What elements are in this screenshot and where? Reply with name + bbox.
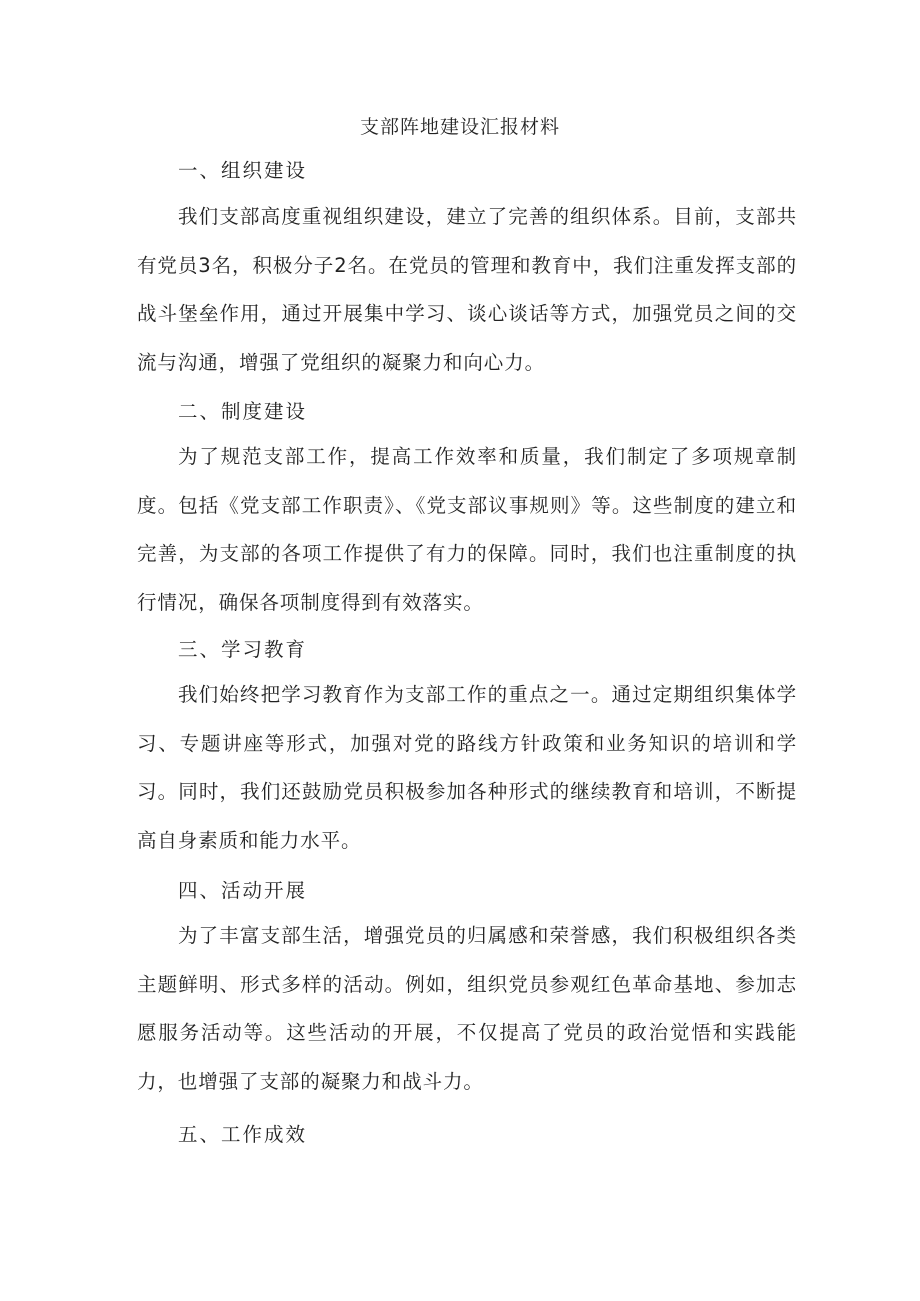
section-body-organization: 我们支部高度重视组织建设，建立了完善的组织体系。目前，支部共有党员3名，积极分子2名。在党员的管理和教育中，我们注重发挥支部的战斗堡垒作用，通过开展集中学习、谈心谈话等方式，加强党员之间的交流与沟通，增强了党组织的凝聚力和向心力。 — [137, 205, 797, 374]
section-heading-results: 五、工作成效 — [178, 1123, 308, 1146]
section-body-system: 为了规范支部工作，提高工作效率和质量，我们制定了多项规章制度。包括《党支部工作职责》、《党支部议事规则》等。这些制度的建立和完善，为支部的各项工作提供了有力的保障。同时，我们也注重制度的执行情况，确保各项制度得到有效落实。 — [137, 445, 797, 614]
section-heading-activities: 四、活动开展 — [178, 879, 308, 902]
section-body-activities: 为了丰富支部生活，增强党员的归属感和荣誉感，我们积极组织各类主题鲜明、形式多样的活动。例如，组织党员参观红色革命基地、参加志愿服务活动等。这些活动的开展，不仅提高了党员的政治觉悟和实践能力，也增强了支部的凝聚力和战斗力。 — [137, 924, 797, 1093]
section-heading-organization: 一、组织建设 — [178, 159, 308, 182]
section-heading-system: 二、制度建设 — [178, 400, 308, 423]
document-title: 支部阵地建设汇报材料 — [359, 116, 560, 138]
section-body-study: 我们始终把学习教育作为支部工作的重点之一。通过定期组织集体学习、专题讲座等形式，加强对党的路线方针政策和业务知识的培训和学习。同时，我们还鼓励党员积极参加各种形式的继续教育和培训，不断提高自身素质和能力水平。 — [137, 683, 797, 852]
section-heading-study: 三、学习教育 — [178, 638, 308, 661]
